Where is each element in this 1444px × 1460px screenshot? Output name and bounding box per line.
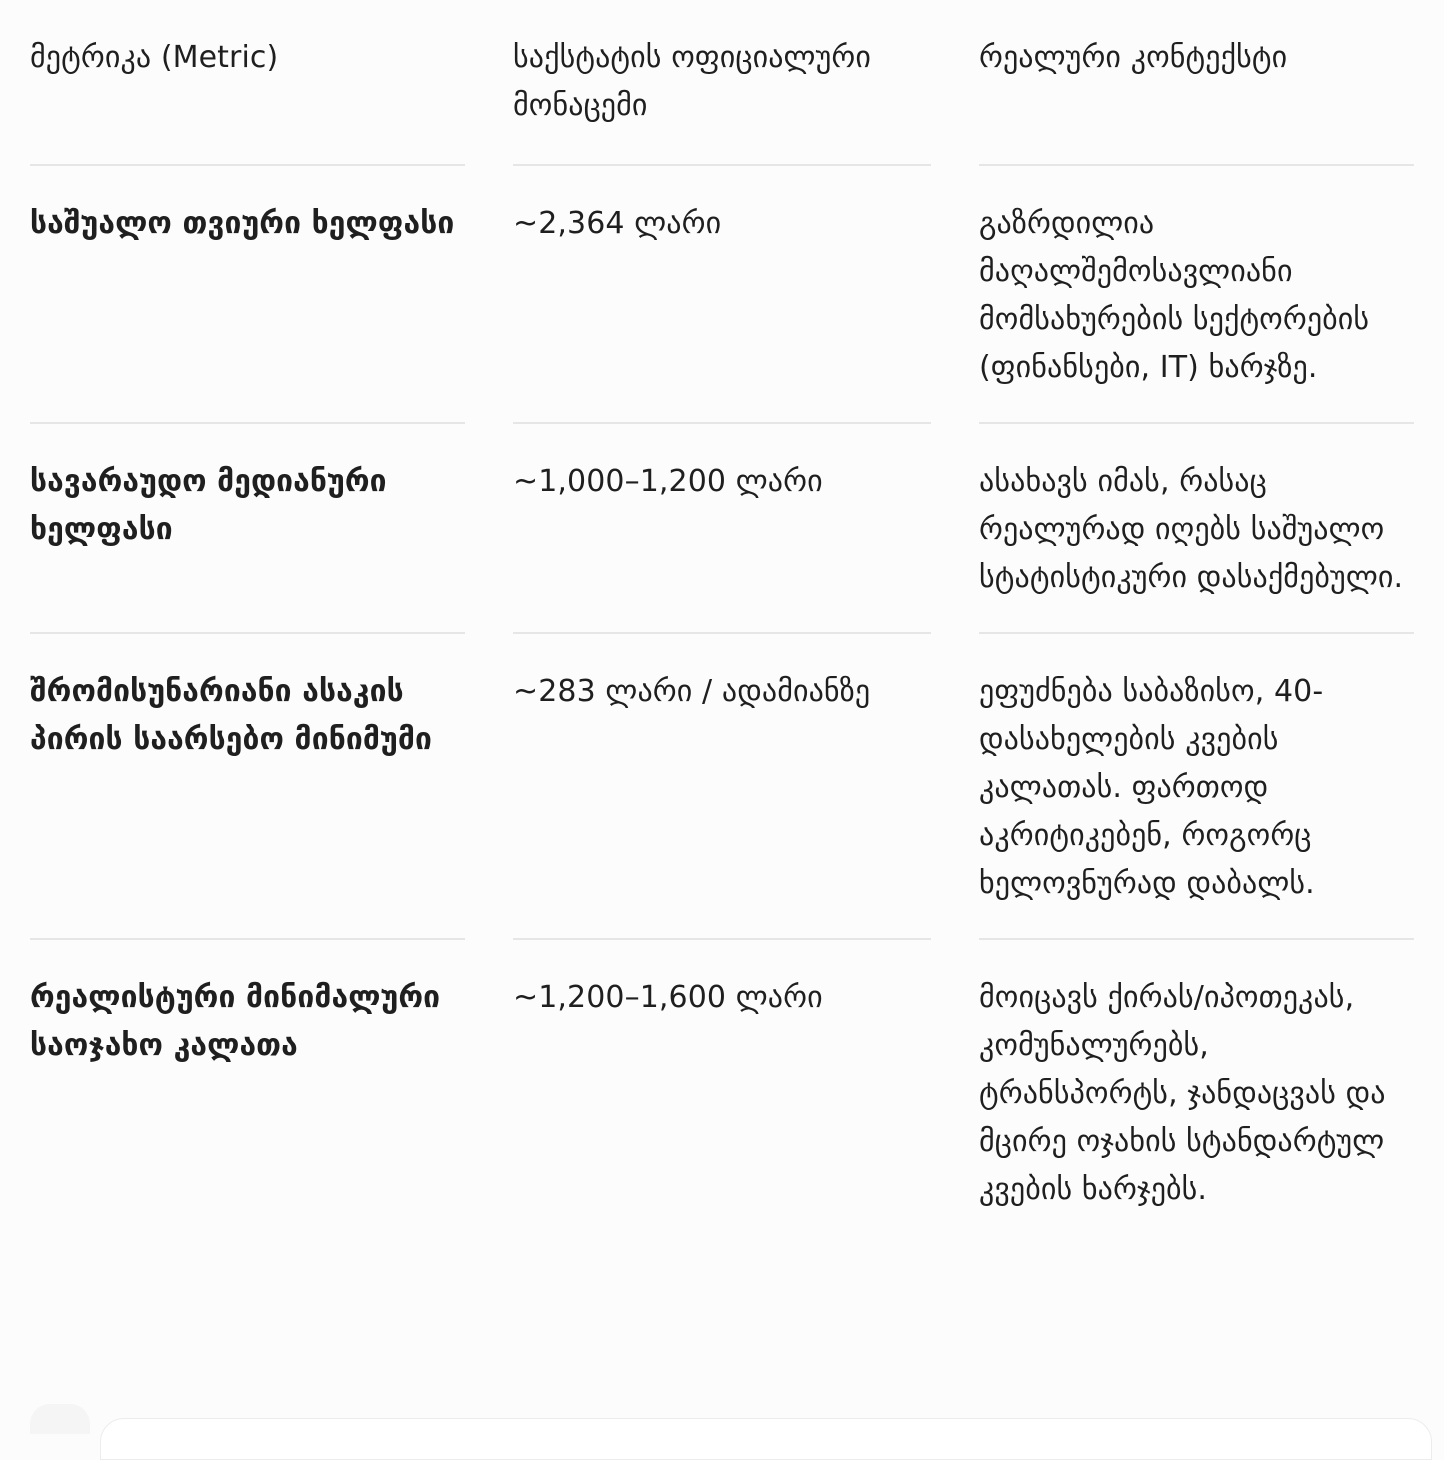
official-cell: ~283 ლარი / ადამიანზე [513, 634, 931, 940]
official-cell: ~1,200–1,600 ლარი [513, 980, 823, 1015]
bottom-left-panel-edge [30, 1404, 90, 1434]
header-official: საქსტატის ოფიციალური მონაცემი [513, 34, 931, 166]
table-row [30, 424, 1414, 634]
header-context: რეალური კონტექსტი [979, 34, 1414, 166]
metric-cell: შრომისუნარიანი ასაკის პირის საარსებო მინიმუმი [30, 634, 465, 940]
context-cell: ეფუძნება საბაზისო, 40-დასახელების კვების კალათას. ფართოდ აკრიტიკებენ, როგორც ხელოვნურად დაბალს. [979, 634, 1414, 940]
metric-cell: რეალისტური მინიმალური საოჯახო კალათა [30, 980, 441, 1063]
table-row [30, 166, 1414, 424]
table-header-row [30, 34, 1414, 166]
comparison-table [30, 34, 1414, 1244]
header-metric: მეტრიკა (Metric) [30, 34, 465, 166]
metric-cell: საშუალო თვიური ხელფასი [30, 166, 465, 424]
table-row [30, 940, 1414, 1244]
metric-cell: სავარაუდო მედიანური ხელფასი [30, 424, 465, 634]
bottom-composer-panel-edge [100, 1418, 1432, 1460]
table-row [30, 634, 1414, 940]
context-cell: ასახავს იმას, რასაც რეალურად იღებს საშუალო სტატისტიკური დასაქმებული. [979, 424, 1414, 634]
context-cell: მოიცავს ქირას/იპოთეკას, კომუნალურებს, ტრანსპორტს, ჯანდაცვას და მცირე ოჯახის სტანდარტულ კვების ხარჯებს. [979, 980, 1386, 1207]
context-cell: გაზრდილია მაღალშემოსავლიანი მომსახურების სექტორების (ფინანსები, IT) ხარჯზე. [979, 166, 1414, 424]
official-cell: ~1,000–1,200 ლარი [513, 424, 931, 634]
official-cell: ~2,364 ლარი [513, 166, 931, 424]
